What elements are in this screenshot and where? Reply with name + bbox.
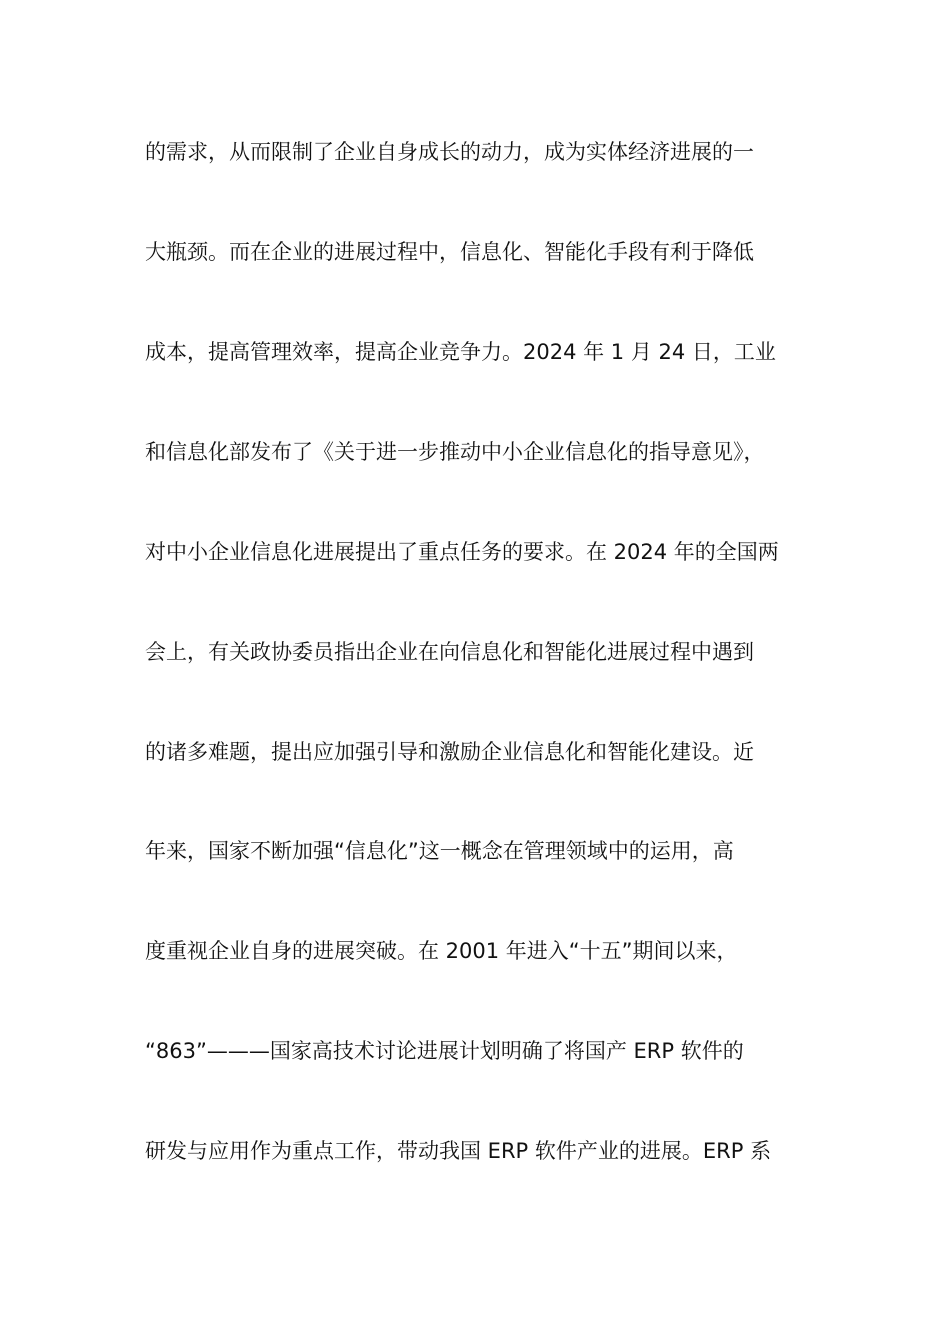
text-line: 对中小企业信息化进展提出了重点任务的要求。在 2024 年的全国两 — [145, 540, 779, 564]
text-line: “863”———国家高技术讨论进展计划明确了将国产 ERP 软件的 — [145, 1039, 744, 1063]
text-line: 和信息化部发布了《关于进一步推动中小企业信息化的指导意见》， — [145, 440, 765, 464]
text-line: 研发与应用作为重点工作，带动我国 ERP 软件产业的进展。ERP 系 — [145, 1139, 772, 1163]
text-line: 度重视企业自身的进展突破。在 2001 年进入“十五”期间以来， — [145, 939, 738, 963]
text-line: 大瓶颈。而在企业的进展过程中，信息化、智能化手段有利于降低 — [145, 240, 754, 264]
text-line: 的需求，从而限制了企业自身成长的动力，成为实体经济进展的一 — [145, 140, 754, 164]
text-line: 的诸多难题，提出应加强引导和激励企业信息化和智能化建设。近 — [145, 740, 754, 764]
text-line: 会上，有关政协委员指出企业在向信息化和智能化进展过程中遇到 — [145, 640, 754, 664]
text-line: 成本，提高管理效率，提高企业竞争力。2024 年 1 月 24 日，工业 — [145, 340, 776, 364]
text-line: 年来，国家不断加强“信息化”这一概念在管理领域中的运用，高 — [145, 839, 734, 863]
